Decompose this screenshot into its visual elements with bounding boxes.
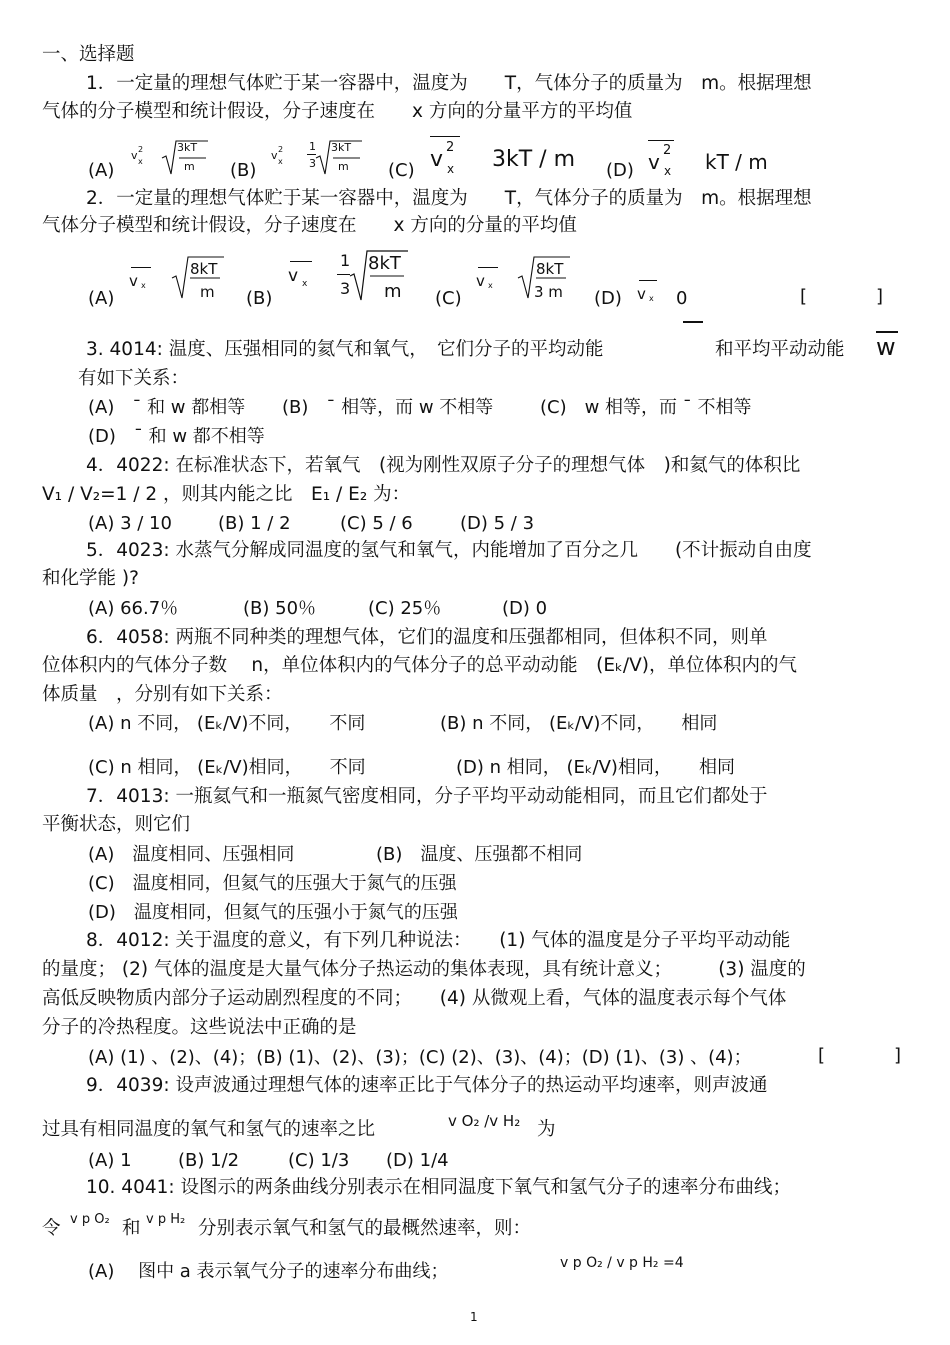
q9-line2-b: 为 xyxy=(537,1119,556,1140)
q2-d-zero: 0 xyxy=(676,288,688,309)
q2-a-v: v xyxy=(129,272,138,290)
q1-a-den: m xyxy=(184,160,195,173)
q2-b-v: v xyxy=(288,266,299,286)
q10-line2-a: 令 xyxy=(42,1218,61,1239)
q5-line1: 5．4023: 水蒸气分解成同温度的氢气和氧气，内能增加了百分之几 (不计振动自由度 xyxy=(86,540,812,561)
q10-vp-h2: v p H₂ xyxy=(146,1212,186,1227)
q2-a-num: 8kT xyxy=(190,260,218,278)
q4-option-a: (A) 3 / 10 xyxy=(88,513,172,534)
q3-line1-a: 3. 4014: 温度、压强相同的氦气和氧气， 它们分子的平均动能 xyxy=(86,339,604,360)
q8-answer-bracket-left: [ xyxy=(818,1045,826,1066)
q10-option-a-ratio: v p O₂ / v p H₂ =4 xyxy=(560,1255,684,1271)
q9-line2-a: 过具有相同温度的氧气和氢气的速率之比 xyxy=(42,1119,376,1140)
q9-option-d: (D) 1/4 xyxy=(386,1150,449,1171)
q6-line3: 体质量 ，分别有如下关系： xyxy=(42,684,283,705)
q1-b-den: m xyxy=(338,160,349,173)
q9-option-b: (B) 1/2 xyxy=(178,1150,240,1171)
q2-answer-bracket-right: ] xyxy=(876,286,884,307)
q10-line1: 10. 4041: 设图示的两条曲线分别表示在相同温度下氧气和氢气分子的速率分布曲线； xyxy=(86,1177,791,1198)
q3-option-c: (C) w 相等，而 ¯ 不相等 xyxy=(540,397,752,418)
q7-option-b: (B) 温度、压强都不相同 xyxy=(376,844,583,865)
q10-vp-o2: v p O₂ xyxy=(70,1212,110,1227)
q8-line1: 8．4012: 关于温度的意义，有下列几种说法： (1) 气体的温度是分子平均平动动能 xyxy=(86,930,791,951)
q2-b-den: m xyxy=(384,281,402,302)
q3-line2: 有如下关系： xyxy=(78,368,190,389)
q2-b-one: 1 xyxy=(340,251,351,270)
q1-d-v: v xyxy=(648,150,660,174)
q2-line1: 2．一定量的理想气体贮于某一容器中，温度为 T，气体分子的质量为 m。根据理想 xyxy=(86,188,812,209)
q3-epsilon-bar xyxy=(683,321,703,323)
q5-option-b: (B) 50％ xyxy=(243,598,317,619)
q2-b-num: 8kT xyxy=(368,253,401,274)
q1-line1: 1．一定量的理想气体贮于某一容器中，温度为 T，气体分子的质量为 m。根据理想 xyxy=(86,73,812,94)
q9-option-c: (C) 1/3 xyxy=(288,1150,350,1171)
q9-ratio: v O₂ /v H₂ xyxy=(448,1112,521,1130)
q6-line2: 位体积内的气体分子数 n，单位体积内的气体分子的总平动动能 (Eₖ/V)，单位体积内的气 xyxy=(42,655,797,676)
q3-w-symbol: w xyxy=(876,333,896,361)
q1-b-one: 1 xyxy=(309,140,316,153)
q4-option-c: (C) 5 / 6 xyxy=(340,513,413,534)
q2-b-mean-bar xyxy=(290,261,312,262)
q2-d-mean-bar xyxy=(639,280,657,281)
q2-option-a-label: (A) xyxy=(88,288,115,309)
q3-option-d: (D) ¯ 和 w 都不相等 xyxy=(88,426,265,447)
q1-a-v: v xyxy=(131,149,138,162)
q1-option-b-label: (B) xyxy=(230,160,257,181)
q5-option-d: (D) 0 xyxy=(502,598,548,619)
q1-b-sup: 2 xyxy=(278,145,284,154)
q1-c-sub: x xyxy=(447,162,455,176)
q2-option-c-label: (C) xyxy=(435,288,462,309)
q10-line2-c: 分别表示氧气和氢气的最概然速率，则： xyxy=(198,1218,532,1239)
q10-line2-b: 和 xyxy=(122,1218,141,1239)
q7-line2: 平衡状态，则它们 xyxy=(42,814,191,835)
q4-option-b: (B) 1 / 2 xyxy=(218,513,291,534)
q1-c-rhs: 3kT / m xyxy=(492,147,576,172)
q2-line2: 气体分子模型和统计假设，分子速度在 x 方向的分量的平均值 xyxy=(42,215,577,236)
q2-d-sub: x xyxy=(649,294,654,303)
q6-option-d: (D) n 相同， (Eₖ/V)相同， 相同 xyxy=(456,757,735,778)
q1-d-rhs: kT / m xyxy=(705,150,768,174)
q5-line2: 和化学能 )? xyxy=(42,568,139,589)
q2-option-d-label: (D) xyxy=(594,288,622,309)
q7-option-a: (A) 温度相同、压强相同 xyxy=(88,844,295,865)
q1-a-sub: x xyxy=(138,157,143,166)
q2-b-three: 3 xyxy=(340,279,351,298)
q6-line1: 6．4058: 两瓶不同种类的理想气体，它们的温度和压强都相同，但体积不同，则单 xyxy=(86,627,768,648)
q8-line4: 分子的冷热程度。这些说法中正确的是 xyxy=(42,1017,357,1038)
q1-a-num: 3kT xyxy=(177,141,198,154)
q1-line2: 气体的分子模型和统计假设，分子速度在 x 方向的分量平方的平均值 xyxy=(42,101,633,122)
q2-c-v: v xyxy=(476,272,485,290)
q4-option-d: (D) 5 / 3 xyxy=(460,513,535,534)
q1-d-mean-bar xyxy=(648,140,674,141)
q8-options: (A) (1) 、(2)、(4)；(B) (1)、(2)、(3)；(C) (2)、(3)、(4)；(D) (1)、(3) 、(4)； xyxy=(88,1047,752,1068)
q9-line1: 9．4039: 设声波通过理想气体的速率正比于气体分子的热运动平均速率，则声波通 xyxy=(86,1075,768,1096)
q4-line2: V₁ / V₂=1 / 2 ，则其内能之比 E₁ / E₂ 为： xyxy=(42,484,411,505)
page-number: 1 xyxy=(470,1310,478,1324)
q1-b-num: 3kT xyxy=(331,141,352,154)
q2-c-num: 8kT xyxy=(536,260,564,278)
q2-a-mean-bar xyxy=(131,267,151,268)
q1-d-sub: x xyxy=(664,164,672,178)
q1-option-c-label: (C) xyxy=(388,160,415,181)
q2-b-sub: x xyxy=(302,279,308,289)
q1-c-sup: 2 xyxy=(446,140,455,155)
q2-c-sub: x xyxy=(488,281,493,290)
q2-c-mean-bar xyxy=(478,267,498,268)
q5-option-a: (A) 66.7％ xyxy=(88,598,179,619)
q1-option-d-label: (D) xyxy=(606,160,634,181)
q3-option-b: (B) ¯ 相等，而 w 不相等 xyxy=(282,397,494,418)
q1-b-sub: x xyxy=(278,157,283,166)
q2-d-v: v xyxy=(637,285,646,303)
q8-line2: 的量度； (2) 气体的温度是大量气体分子热运动的集体表现，具有统计意义； (3) 温度的 xyxy=(42,959,806,980)
q2-a-sub: x xyxy=(141,281,146,290)
q4-line1: 4．4022: 在标准状态下，若氧气 (视为刚性双原子分子的理想气体 )和氦气的体积比 xyxy=(86,455,801,476)
section-title: 一、选择题 xyxy=(42,44,135,65)
q8-line3: 高低反映物质内部分子运动剧烈程度的不同； (4) 从微观上看，气体的温度表示每个气体 xyxy=(42,988,787,1009)
q10-option-a: (A) 图中 a 表示氧气分子的速率分布曲线； xyxy=(88,1261,449,1282)
q7-line1: 7．4013: 一瓶氦气和一瓶氮气密度相同，分子平均平动动能相同，而且它们都处于 xyxy=(86,786,768,807)
q1-a-sup: 2 xyxy=(138,145,144,154)
q6-option-c: (C) n 相同， (Eₖ/V)相同， 不同 xyxy=(88,757,366,778)
q1-d-sup: 2 xyxy=(663,143,672,158)
q7-option-c: (C) 温度相同，但氦气的压强大于氮气的压强 xyxy=(88,873,457,894)
q3-option-a: (A) ¯ 和 w 都相等 xyxy=(88,397,246,418)
q5-option-c: (C) 25％ xyxy=(368,598,442,619)
q3-line1-b: 和平均平动动能 xyxy=(715,339,845,360)
q1-c-v: v xyxy=(430,147,444,172)
q7-option-d: (D) 温度相同，但氦气的压强小于氮气的压强 xyxy=(88,902,458,923)
q1-option-a-label: (A) xyxy=(88,160,115,181)
q2-c-den: 3 m xyxy=(534,283,563,301)
q9-option-a: (A) 1 xyxy=(88,1150,132,1171)
q1-c-mean-bar xyxy=(430,136,460,137)
q1-b-three: 3 xyxy=(309,157,316,170)
q2-a-den: m xyxy=(200,283,215,301)
q2-answer-bracket-left: [ xyxy=(800,286,808,307)
q6-option-b: (B) n 不同， (Eₖ/V)不同， 相同 xyxy=(440,713,718,734)
q6-option-a: (A) n 不同， (Eₖ/V)不同， 不同 xyxy=(88,713,366,734)
q8-answer-bracket-right: ] xyxy=(894,1045,902,1066)
q1-b-v: v xyxy=(271,149,278,162)
q2-option-b-label: (B) xyxy=(246,288,273,309)
